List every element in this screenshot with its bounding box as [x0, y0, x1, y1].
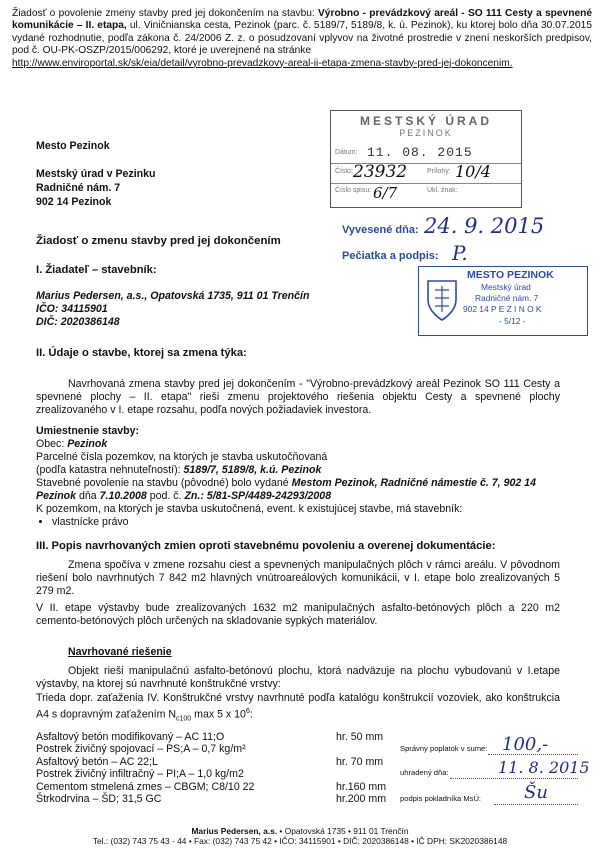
posted-signature: P. [452, 241, 468, 265]
layer-name: Postrek živičný spojovací – PS;A – 0,7 kg/m² [36, 743, 246, 756]
traffic-load-colon: : [249, 708, 253, 721]
layer-name: Asfaltový betón – AC 22;L [36, 755, 158, 768]
rights-list [36, 516, 566, 529]
obec-line [36, 438, 566, 451]
permit-number: Zn.: 5/81-SP/4489-24293/2008 [184, 490, 332, 502]
parcels-label: Parcelné čísla pozemkov, na ktorých je stavba uskutočňovaná [36, 451, 328, 463]
parcels-value: 5189/7, 5189/8, k.ú. Pezinok [183, 464, 322, 476]
notice-header [12, 8, 592, 70]
traffic-load-text: Trieda dopr. zaťaženia IV. Konštrukčné vrstvy navrhnuté podľa katalógu konštrukcií vozoviek, ako konštrukcia A4 s dopravným zaťažením N [36, 692, 560, 721]
permit-date: 7.10.2008 [99, 490, 147, 502]
fee-cashier-signature: Šu [524, 782, 548, 803]
section-2-paragraph: Navrhovaná zmena stavby pred jej dokončením - "Výrobno-prevádzkový areál Pezinok SO 111 Cesty a spevnené plochy – II. etapa" rieši zmenu projektového riešenia objektu Cesty a spevnené plochy zrealizovaného v I. etape rozsahu, podľa nových požiadaviek investora. [36, 378, 560, 416]
recipient-address [36, 167, 156, 209]
stamp-divider [331, 183, 521, 184]
obec-label: Obec: [36, 438, 68, 450]
received-file-label: Číslo spisu: [335, 187, 372, 194]
city-stamp-office: Mestský úrad [481, 282, 531, 292]
rights-item: • vlastnícke právo [52, 516, 566, 529]
fee-amount: 100,- [502, 734, 549, 755]
applicant-block [36, 290, 309, 329]
posted-date: 24. 9. 2015 [424, 214, 545, 238]
layer-name: Asfaltový betón modifikovaný – AC 11;O [36, 731, 225, 743]
fee-cashier-line [494, 804, 578, 805]
received-file-number: 6/7 [373, 184, 398, 202]
footer-company-line [0, 826, 600, 836]
traffic-load-paragraph [36, 692, 560, 726]
layer-row [36, 731, 386, 743]
section-2-heading: II. Údaje o stavbe, ktorej sa zmena týka: [36, 347, 247, 359]
city-stamp-number: - 5/12 - [499, 316, 526, 326]
city-stamp-zip: 902 14 P E Z I N O K [463, 304, 542, 314]
notice-project: Výrobno - prevádzkový areál - SO 111 Cesty a spevnené komunikácie – II. etapa, [12, 8, 592, 32]
received-stamp-subtitle: PEZINOK [399, 128, 453, 138]
layer-row [36, 781, 386, 793]
traffic-load-exponent: 6 [245, 708, 250, 715]
received-code-label: Ukl. znak: [427, 187, 458, 194]
enviroportal-link[interactable]: http://www.enviroportal.sk/sk/eia/detail/vyrobno-prevadzkovy-areal-ii-etapa-zmena-stavby-pred-jej-dokoncenim. [12, 57, 513, 69]
traffic-load-value: max 5 x 10 [191, 708, 246, 721]
recipient-zip: 902 14 Pezinok [36, 196, 112, 208]
obec-value: Pezinok [67, 438, 108, 450]
received-stamp [330, 110, 522, 208]
received-attachments: 10/4 [455, 162, 491, 181]
received-stamp-title: MESTSKÝ ÚRAD [359, 114, 492, 128]
location-heading: Umiestnenie stavby: [36, 425, 140, 437]
layer-thickness: hr. 70 mm [336, 755, 384, 768]
footer-contacts: Tel.: (032) 743 75 43 - 44 • Fax: (032) 743 75 42 • IČO: 34115901 • DIČ: 2020386148 • IČ DPH: SK2020386148 [92, 836, 508, 846]
fee-date: 11. 8. 2015 [498, 758, 590, 777]
layer-name: Cementom stmelená zmes – CBGM; C8/10 22 [36, 780, 255, 793]
notice-intro: Žiadosť o povolenie zmeny stavby pred jej dokončením na stavbu: [12, 8, 319, 19]
permit-date-prefix: dňa [76, 490, 100, 502]
permit-line [36, 477, 566, 503]
layer-name: Postrek živičný infiltračný – PI;A – 1,0 kg/m2 [36, 768, 244, 781]
city-stamp-name: MESTO PEZINOK [467, 269, 554, 281]
layer-row [36, 768, 386, 780]
layer-thickness [336, 743, 386, 755]
notice-body: ul. Viničnianska cesta, Pezinok (parc. č. 5189/7, 5189/8, k. ú. Pezinok), ku ktorej bolo dňa 30.07.2015 vydané rozhodnutie, podľa zákona č. 24/2006 Z. z. o posudzovaní vplyvov na životné prostredie v znení neskorších predpisov, pod č. OU-PK-OSZP/2015/006292, ktoré je uverejnené na stránke [12, 20, 592, 57]
applicant-company: Marius Pedersen, a.s., Opatovská 1735, 911 01 Trenčín [36, 290, 310, 302]
footer-company: Marius Pedersen, a.s. [191, 826, 278, 836]
layer-row [36, 743, 386, 755]
recipient-city: Mesto Pezinok [36, 140, 110, 152]
permit-issuer: Mestom Pezinok, Radničné námestie č. 7, 902 14 Pezinok [36, 477, 536, 502]
layer-thickness: hr.160 mm [336, 780, 387, 793]
section-3-paragraph-1: Zmena spočíva v zmene rozsahu ciest a spevnených manipulačných plôch v rámci areálu. V pôvodnom riešení bolo navrhnutých 7 842 m2 hlavných vnútroareálových komunikácii, v I. etape bolo zrealizovaných 5 279 m2. [36, 559, 560, 597]
rights-text: K pozemkom, na ktorých je stavba uskutočnená, event. k existujúcej stavbe, má stavebník: [36, 503, 463, 515]
received-number-label: Číslo: [335, 168, 353, 175]
fee-stamp [400, 734, 590, 812]
received-date: 11. 08. 2015 [367, 145, 473, 160]
layer-row [36, 756, 386, 768]
location-block [36, 438, 566, 529]
received-date-label: Dátum: [335, 149, 358, 156]
posted-label: Vyvesené dňa: [342, 224, 419, 236]
seal-label: Pečiatka a podpis: [342, 250, 439, 262]
received-attach-label: Prílohy: [427, 168, 451, 175]
permit-number-prefix: pod. č. [146, 490, 185, 502]
layer-thickness [336, 768, 386, 780]
fee-amount-line [488, 754, 578, 755]
fee-cashier-label: podpis pokladníka MsÚ: [400, 794, 482, 803]
received-number: 23932 [353, 162, 408, 182]
section-3-heading: III. Popis navrhovaných zmien oproti stavebnému povoleniu a overenej dokumentácie: [36, 540, 496, 552]
layer-row [36, 793, 386, 805]
section-1-heading: I. Žiadateľ – stavebník: [36, 264, 157, 276]
fee-date-line [450, 778, 578, 779]
solution-heading: Navrhované riešenie [68, 646, 172, 658]
layer-name: Štrkodrvina – ŠD; 31,5 GC [36, 793, 162, 806]
layers-table [36, 731, 386, 805]
document-title: Žiadosť o zmenu stavby pred jej dokončením [36, 235, 281, 247]
parcels-label-2: (podľa katastra nehnuteľností): [36, 464, 184, 476]
layer-thickness: hr. 50 mm [336, 731, 384, 743]
permit-label: Stavebné povolenie na stavbu (pôvodné) bolo vydané [36, 477, 292, 489]
footer [0, 826, 600, 846]
fee-amount-label: Správny poplatok v sume: [400, 744, 488, 753]
traffic-load-subscript: c100 [176, 715, 192, 723]
section-3-paragraph-2: V II. etape výstavby bude zrealizovaných 1632 m2 manipulačných asfalto-betónových plôch a 220 m2 cemento-betónových plôch určených na skladovanie sypkých materiálov. [36, 602, 560, 627]
city-stamp [418, 266, 588, 336]
fee-date-label: uhradený dňa: [400, 768, 449, 777]
solution-paragraph: Objekt rieši manipulačnú asfalto-betónovú plochu, ktorá nadväzuje na plochu vybudovanú v I.etape výstavby, na ktorej sú navrhnuté konštrukčné vrstvy: [36, 665, 560, 690]
parcels-line [36, 464, 566, 477]
footer-address: • Opatovská 1735 • 911 01 Trenčín [277, 826, 409, 836]
layers-body [36, 731, 386, 805]
city-coat-of-arms-icon [425, 278, 459, 322]
applicant-ico: IČO: 34115901 [36, 303, 108, 315]
layer-thickness: hr.200 mm [336, 793, 387, 806]
city-stamp-street: Radničné nám. 7 [475, 293, 539, 303]
recipient-office: Mestský úrad v Pezinku [36, 168, 156, 180]
recipient-street: Radničné nám. 7 [36, 182, 121, 194]
applicant-dic: DIČ: 2020386148 [36, 316, 120, 328]
